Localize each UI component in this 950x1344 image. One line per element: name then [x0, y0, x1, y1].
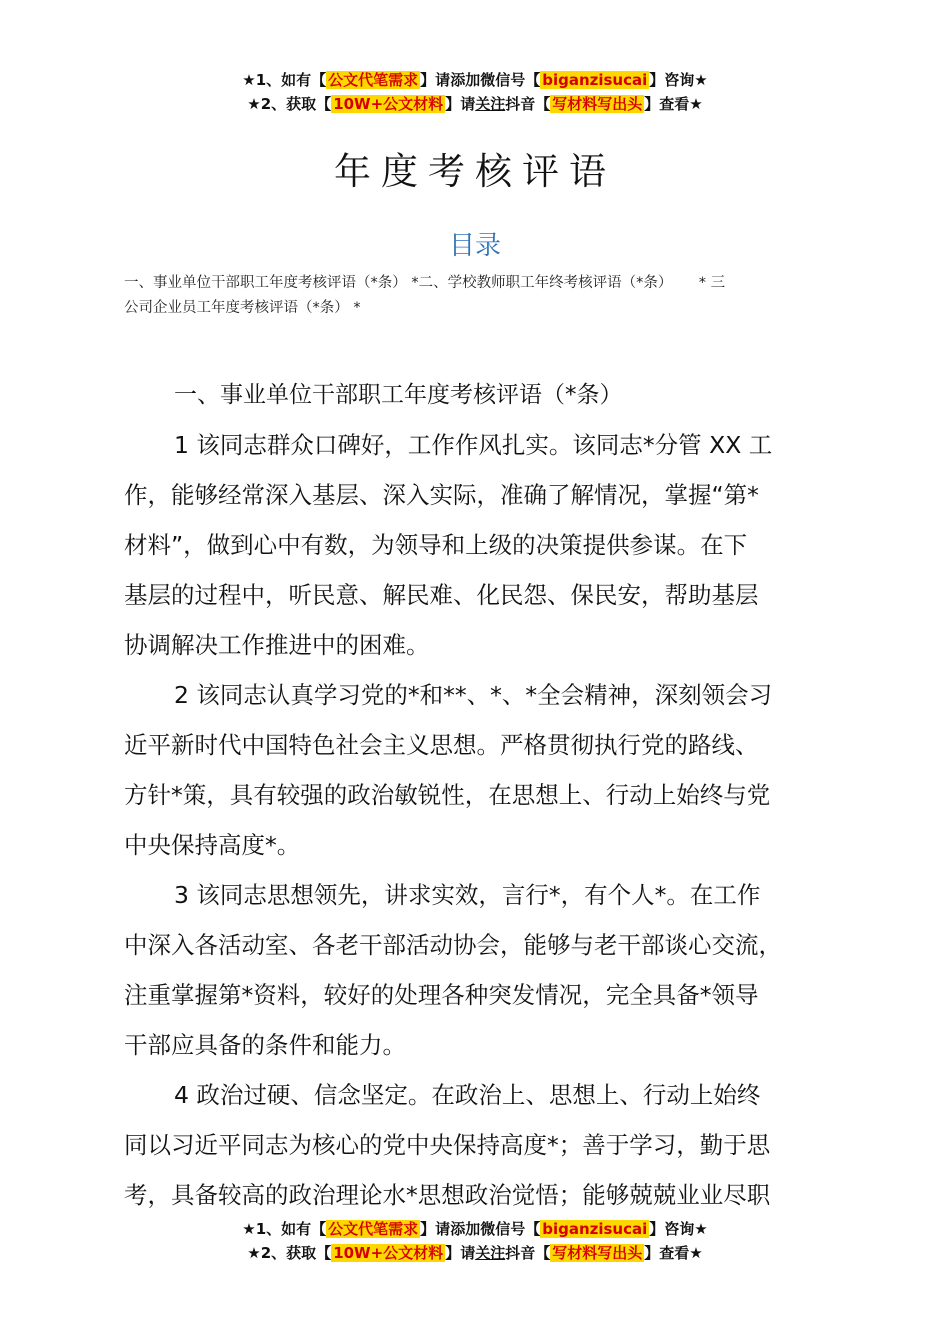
banner-text: 】查看★: [644, 1244, 703, 1262]
banner-text: 关注: [475, 1244, 506, 1262]
paragraph-2: [124, 670, 836, 870]
highlight-douyin: 写材料写出头: [552, 95, 643, 113]
paragraph-line: 基层的过程中，听民意、解民难、化民怨、保民安，帮助基层: [124, 581, 759, 609]
banner-text: 】请: [445, 95, 476, 113]
banner-text: 】咨询★: [649, 1220, 708, 1238]
highlight-materials: 10W+公文材料: [333, 95, 444, 113]
document-title: 年度考核评语: [334, 150, 616, 193]
paragraph-line: 1 该同志群众口碑好，工作作风扎实。该同志*分管 XX 工: [174, 431, 773, 459]
paragraph-line: 中深入各活动室、各老干部活动协会，能够与老干部谈心交流，: [124, 931, 782, 959]
banner-text: 微信号【: [480, 71, 541, 89]
paragraph-line: 3 该同志思想领先，讲求实效，言行*，有个人*。在工作: [174, 881, 761, 909]
paragraph-line: 作，能够经常深入基层、深入实际，准确了解情况，掌握“第*: [124, 481, 759, 509]
banner-text: ★2、获取【: [247, 1244, 332, 1262]
banner-text: 】咨询★: [649, 71, 708, 89]
paragraph-line: 考，具备较高的政治理论水*思想政治觉悟；能够兢兢业业尽职: [124, 1181, 771, 1209]
banner-line-1: [0, 68, 950, 92]
document-body: [124, 370, 836, 1220]
highlight-service: 公文代笔需求: [328, 71, 419, 89]
toc-list: [124, 271, 829, 321]
banner-text: ★1、如有【: [242, 71, 327, 89]
banner-line-2: [0, 92, 950, 116]
banner-text: 抖音【: [505, 1244, 551, 1262]
highlight-wechat-id: biganzisucai: [542, 71, 648, 89]
banner-text: ★1、如有【: [242, 1220, 327, 1238]
banner-line-1: [0, 1217, 950, 1241]
paragraph-line: 注重掌握第*资料，较好的处理各种突发情况，完全具备*领导: [124, 981, 759, 1009]
paragraph-line: 同以习近平同志为核心的党中央保持高度*；善于学习，勤于思: [124, 1131, 771, 1159]
banner-text: ★2、获取【: [247, 95, 332, 113]
paragraph-line: 干部应具备的条件和能力。: [124, 1031, 406, 1059]
banner-text: 微信号【: [480, 1220, 541, 1238]
toc-line: 公司企业员工年度考核评语（*条） *: [124, 300, 361, 316]
banner-text: 】查看★: [644, 95, 703, 113]
section-heading: 一、事业单位干部职工年度考核评语（*条）: [174, 382, 623, 408]
paragraph-line: 2 该同志认真学习党的*和**、*、*全会精神，深刻领会习: [174, 681, 773, 709]
highlight-wechat-id: biganzisucai: [542, 1220, 648, 1238]
toc-line: 一、事业单位干部职工年度考核评语（*条） *二、学校教师职工年终考核评语（*条） * 三: [124, 275, 726, 291]
paragraph-4: [124, 1070, 836, 1220]
bottom-banner: [0, 1217, 950, 1265]
paragraph-line: 协调解决工作推进中的困难。: [124, 631, 430, 659]
top-banner: [0, 68, 950, 116]
paragraph-line: 近平新时代中国特色社会主义思想。严格贯彻执行党的路线、: [124, 731, 759, 759]
paragraph-1: [124, 420, 836, 670]
paragraph-line: 中央保持高度*。: [124, 831, 301, 859]
banner-text: 抖音【: [505, 95, 551, 113]
paragraph-3: [124, 870, 836, 1070]
banner-text: 】请: [445, 1244, 476, 1262]
highlight-douyin: 写材料写出头: [552, 1244, 643, 1262]
banner-text: 添加: [450, 71, 481, 89]
banner-line-2: [0, 1241, 950, 1265]
highlight-service: 公文代笔需求: [328, 1220, 419, 1238]
paragraph-line: 方针*策，具有较强的政治敏锐性，在思想上、行动上始终与党: [124, 781, 771, 809]
toc-heading: 目录: [448, 231, 501, 261]
banner-text: 关注: [475, 95, 506, 113]
paragraph-line: 4 政治过硬、信念坚定。在政治上、思想上、行动上始终: [174, 1081, 761, 1109]
highlight-materials: 10W+公文材料: [333, 1244, 444, 1262]
paragraph-line: 材料”，做到心中有数，为领导和上级的决策提供参谋。在下: [124, 531, 748, 559]
banner-text: 】请: [420, 1220, 451, 1238]
banner-text: 添加: [450, 1220, 481, 1238]
banner-text: 】请: [420, 71, 451, 89]
